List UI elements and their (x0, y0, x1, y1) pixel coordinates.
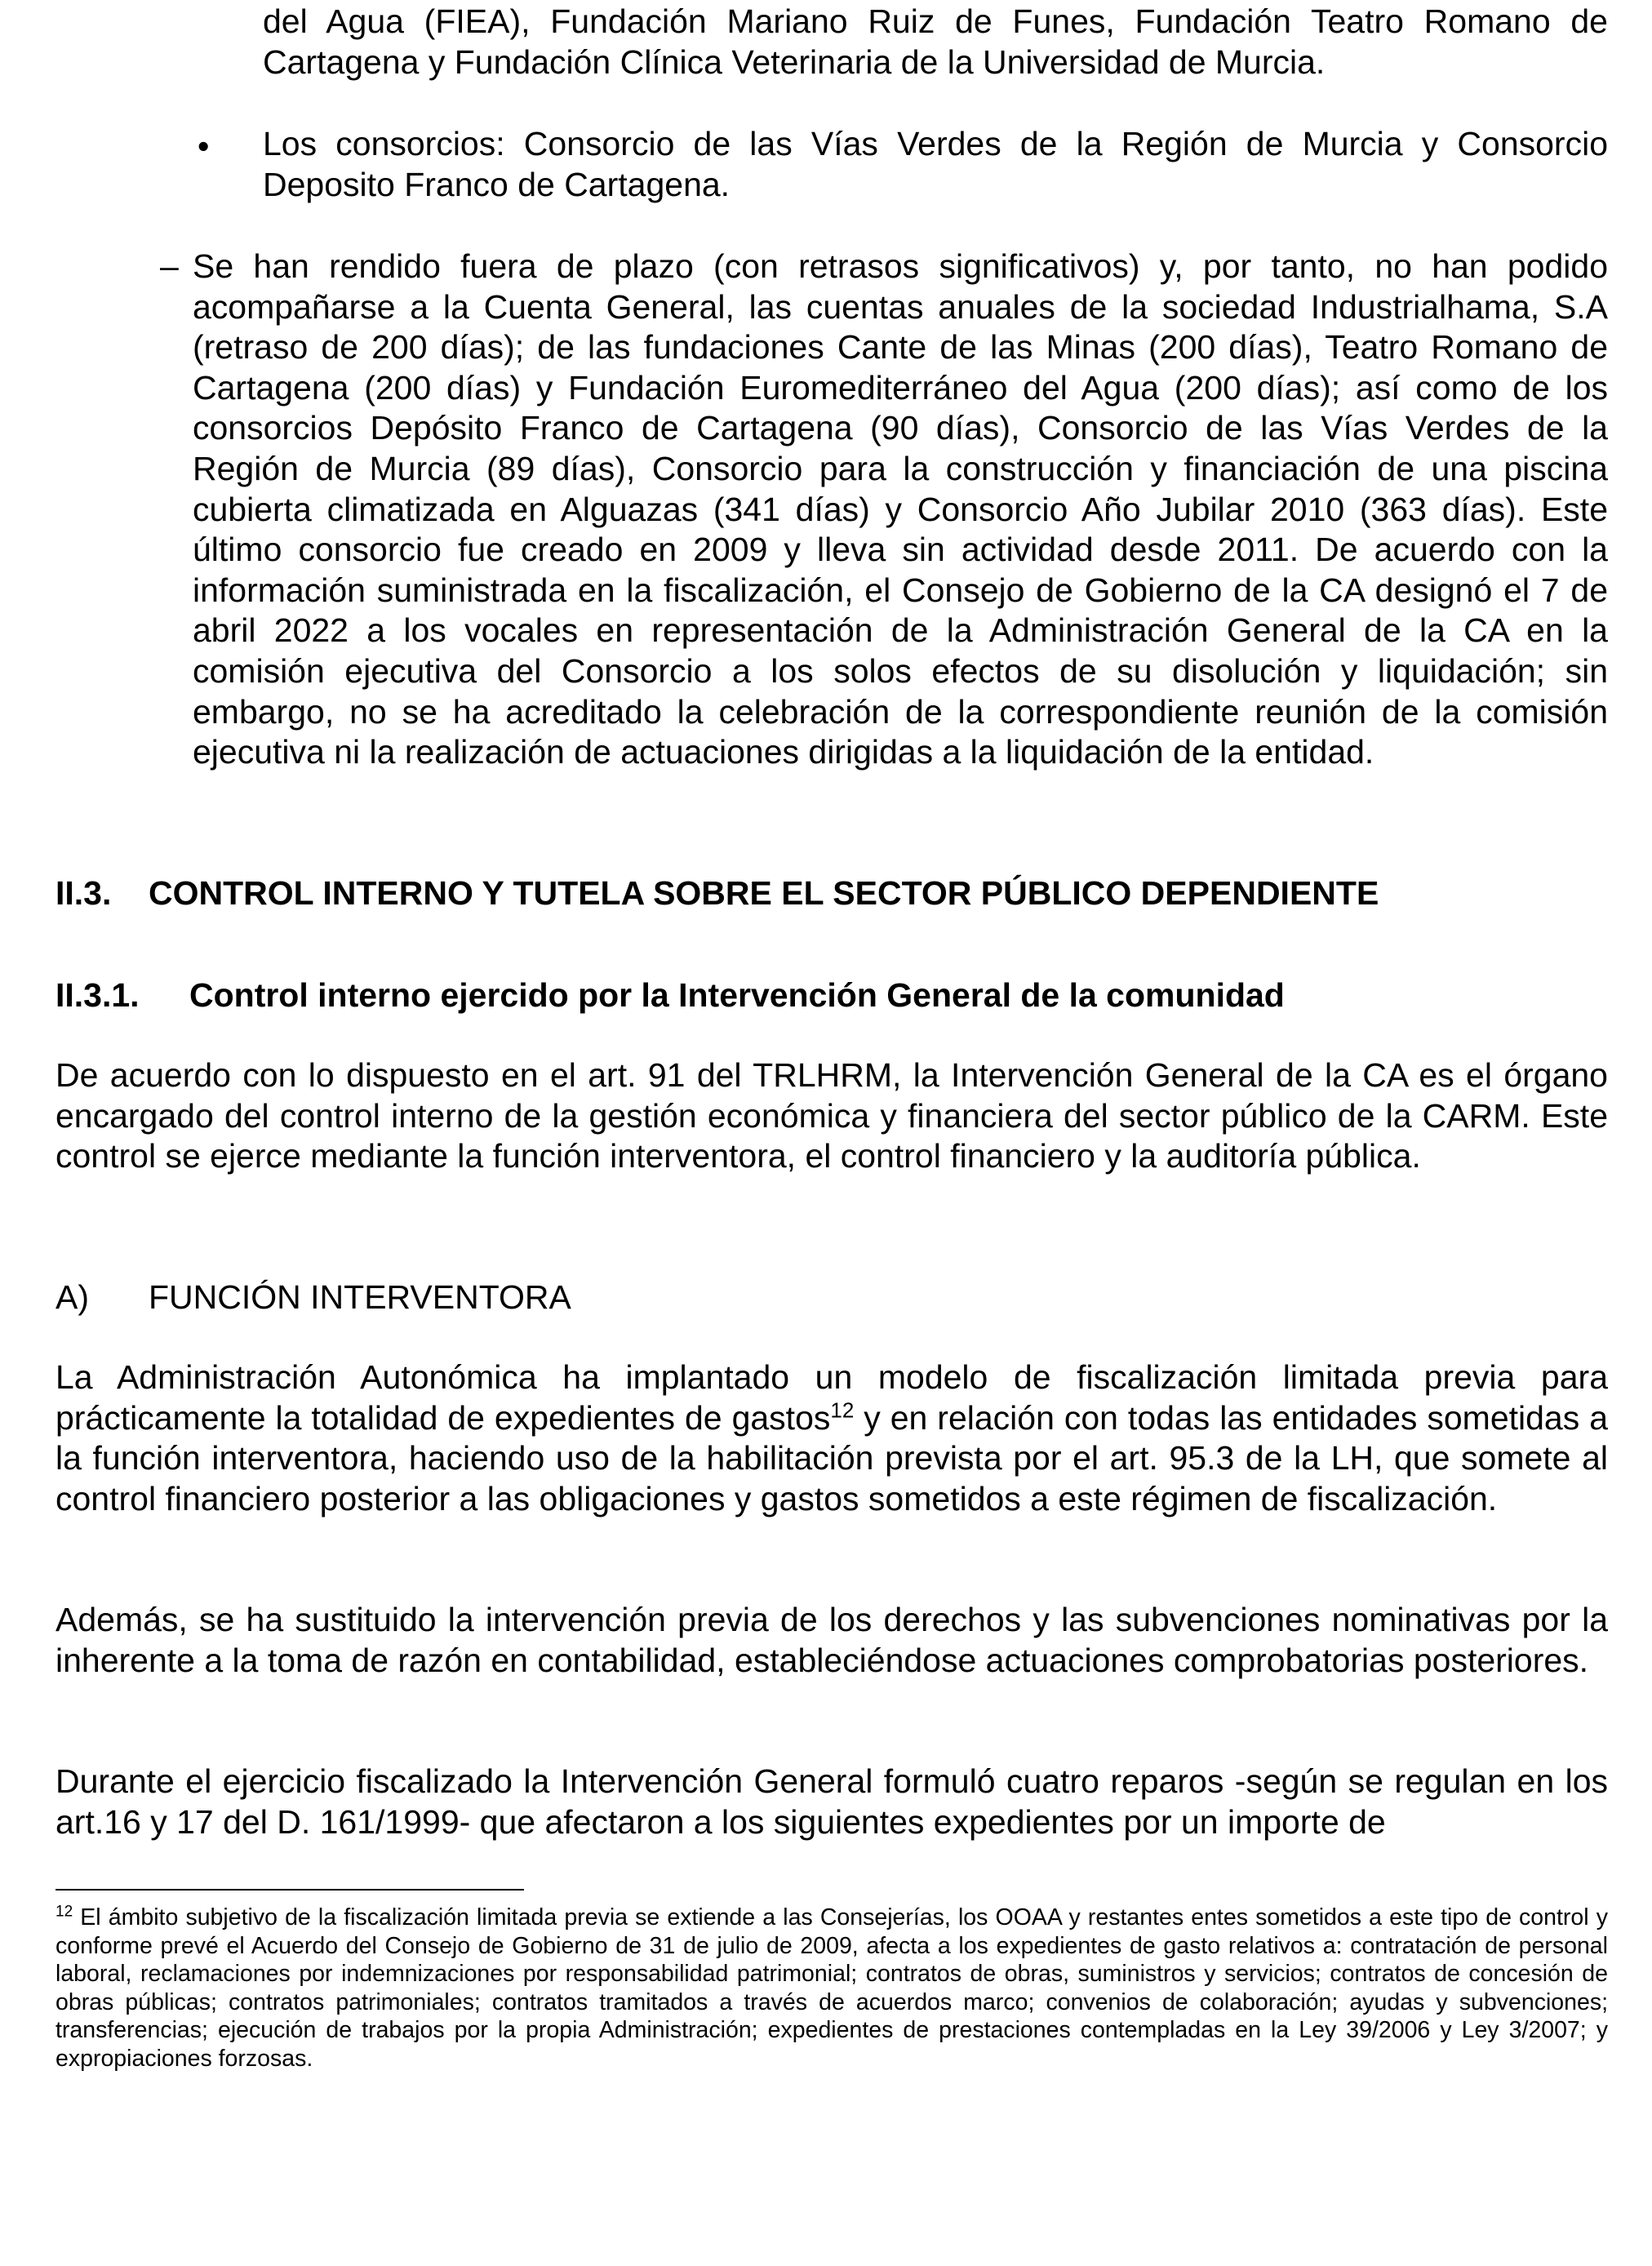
footnote-12 (56, 1904, 1608, 2073)
paragraph-reparos: Durante el ejercicio fiscalizado la Intervención General formuló cuatro reparos -según se regulan en los art.16 y 17 del D. 161/1999- que afectaron a los siguientes expedientes por un importe de (56, 1762, 1608, 1841)
subsection-number: II.3.1. (56, 976, 140, 1014)
paragraph-text-end: y en relación con todas las entidades sometidas a la función interventora, haciendo uso de la habilitación prevista por el art. 95.3 de la LH, que somete al control financiero posterior a las obligaciones y gastos sometidos a este régimen de fiscalización. (56, 1398, 1608, 1517)
dash-paragraph-late-accounts: Se han rendido fuera de plazo (con retrasos significativos) y, por tanto, no han podido acompañarse a la Cuenta General, las cuentas anuales de la sociedad Industrialhama, S.A (retraso de 200 días); de las fundaciones Cante de las Minas (200 días), Teatro Romano de Cartagena (200 días) y Fundación Euromediterráneo del Agua (200 días); así como de los consorcios Depósito Franco de Cartagena (90 días), Consorcio de las Vías Verdes de la Región de Murcia (89 días), Consorcio para la construcción y financiación de una piscina cubierta climatizada en Alguazas (341 días) y Consorcio Año Jubilar 2010 (363 días). Este último consorcio fue creado en 2009 y lleva sin actividad desde 2011. De acuerdo con la información suministrada en la fiscalización, el Consejo de Gobierno de la CA designó el 7 de abril 2022 a los vocales en representación de la Administración General de la CA en la comisión ejecutiva del Consorcio a los solos efectos de su disolución y liquidación; sin embargo, no se ha acreditado la celebración de la correspondiente reunión de la comisión ejecutiva ni la realización de actuaciones dirigidas a la liquidación de la entidad. (193, 247, 1608, 771)
section-title: CONTROL INTERNO Y TUTELA SOBRE EL SECTOR PÚBLICO DEPENDIENTE (149, 874, 1379, 912)
footnote-separator (56, 1889, 524, 1891)
continuation-paragraph: del Agua (FIEA), Fundación Mariano Ruiz de Funes, Fundación Teatro Romano de Cartagena y Fundación Clínica Veterinaria de la Universidad de Murcia. (263, 2, 1608, 81)
subsection-title: Control interno ejercido por la Intervención General de la comunidad (189, 976, 1285, 1014)
subheading-a-label: A) (56, 1278, 89, 1316)
footnote-text: El ámbito subjetivo de la fiscalización limitada previa se extiende a las Consejerías, los OOAA y restantes entes sometidos a este tipo de control y conforme prevé el Acuerdo del Consejo de Gobierno de 31 de julio de 2009, afecta a los expedientes de gasto relativos a: contratación de personal laboral, reclamaciones por indemnizaciones por responsabilidad patrimonial; contratos de obras, suministros y servicios; contratos de concesión de obras públicas; contratos patrimoniales; contratos tramitados a través de acuerdos marco; convenios de colaboración; ayudas y subvenciones; transferencias; ejecución de trabajos por la propia Administración; expedientes de prestaciones contempladas en la Ley 39/2006 y Ley 3/2007; y expropiaciones forzosas. (56, 1904, 1608, 2072)
footnote-reference[interactable]: 12 (830, 1397, 855, 1422)
paragraph-text-start: La Administración Autonómica ha implantado un modelo de fiscalización limitada previa para prácticamente la totalidad de expedientes de gastos (56, 1358, 1608, 1437)
footnote-number: 12 (56, 1903, 73, 1921)
dash-marker: – (160, 247, 179, 285)
subheading-a-title: FUNCIÓN INTERVENTORA (149, 1278, 571, 1316)
paragraph-derechos: Además, se ha sustituido la intervención previa de los derechos y las subvenciones nominativas por la inherente a la toma de razón en contabilidad, estableciéndose actuaciones comprobatorias posteriores. (56, 1601, 1608, 1679)
section-number: II.3. (56, 874, 112, 912)
bullet-consorcios: Los consorcios: Consorcio de las Vías Verdes de la Región de Murcia y Consorcio Deposito Franco de Cartagena. (263, 125, 1608, 203)
paragraph-fiscalizacion-limitada (56, 1357, 1608, 1519)
paragraph-intro: De acuerdo con lo dispuesto en el art. 91 del TRLHRM, la Intervención General de la CA es el órgano encargado del control interno de la gestión económica y financiera del sector público de la CARM. Este control se ejerce mediante la función interventora, el control financiero y la auditoría pública. (56, 1056, 1608, 1175)
bullet-marker: • (198, 127, 210, 165)
